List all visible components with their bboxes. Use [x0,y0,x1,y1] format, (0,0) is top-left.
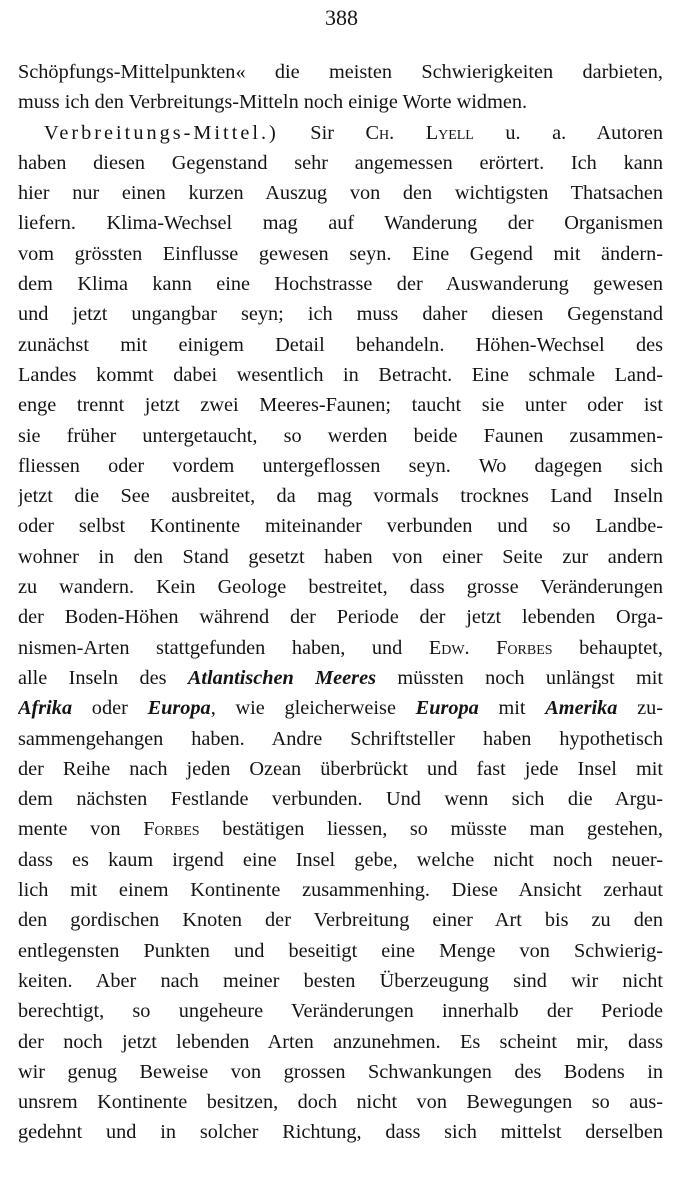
place-name: Europa [415,697,479,720]
author-name: Forbes [143,818,200,841]
text-segment: behauptet, [552,636,663,659]
text-line: zunächst mit einigem Detail behandeln. Höhen-Wechsel des [18,333,663,356]
text-line: Landes kommt dabei wesentlich in Betracht. Eine schmale Land- [18,363,663,386]
text-segment: alle Inseln des [18,666,188,689]
text-line: enge trennt jetzt zwei Meeres-Faunen; taucht sie unter oder ist [18,394,663,417]
text-line [18,693,663,723]
text-line: sie früher untergetaucht, so werden beide Faunen zusammen- [18,424,663,447]
text-segment: mente von [18,818,144,841]
place-name: Atlantischen Meeres [187,666,376,689]
text-line: wir genug Beweise von grossen Schwankungen des Bodens in [18,1060,663,1083]
text-line: keiten. Aber nach meiner besten Überzeugung sind wir nicht [18,969,663,992]
text-segment: u. a. Autoren [473,121,663,144]
text-segment: oder [72,697,148,720]
text-line: unsrem Kontinente besitzen, doch nicht von Bewegungen so aus- [18,1091,663,1114]
place-name: Afrika [18,697,73,720]
text-line: dass es kaum irgend eine Insel gebe, welche nicht noch neuer- [18,848,663,871]
text-line: haben diesen Gegenstand sehr angemessen erörtert. Ich kann [18,151,663,174]
text-segment: bestätigen liessen, so müsste man gestehen, [199,818,663,841]
text-segment: Sir [278,121,366,144]
text-segment: , wie gleicherweise [210,697,416,720]
text-line: Schöpfungs-Mittelpunkten« die meisten Schwierigkeiten darbieten, [18,61,663,83]
text-segment: mit [478,697,546,720]
text-line: liefern. Klima-Wechsel mag auf Wanderung der Organismen [18,212,663,235]
text-line: dem nächsten Festlande verbunden. Und wenn sich die Argu- [18,788,663,811]
text-line: dem Klima kann eine Hochstrasse der Auswanderung gewesen [18,273,663,296]
body-text [18,57,663,1148]
text-line: den gordischen Knoten der Verbreitung einer Art bis zu den [18,909,663,932]
text-line: der Reihe nach jeden Ozean überbrückt und fast jede Insel mit [18,757,663,780]
text-line: der Boden-Höhen während der Periode der jetzt lebenden Orga- [18,606,663,629]
text-line: entlegensten Punkten und beseitigt eine Menge von Schwierig- [18,939,663,962]
text-line [18,814,663,844]
text-segment: nismen-Arten stattgefunden haben, und [18,636,429,659]
text-line: hier nur einen kurzen Auszug von den wichtigsten Thatsachen [18,182,663,205]
text-line: oder selbst Kontinente miteinander verbunden und so Landbe- [18,515,663,538]
text-line: und jetzt ungangbar seyn; ich muss daher diesen Gegenstand [18,303,663,326]
section-heading-line [18,118,663,148]
text-line [18,633,663,663]
text-line: sammengehangen haben. Andre Schriftsteller haben hypothetisch [18,727,663,750]
section-heading: Verbreitungs-Mittel.) [44,121,279,144]
text-line: vom grössten Einflusse gewesen seyn. Eine Gegend mit ändern- [18,242,663,265]
text-segment: müssten noch unlängst mit [375,666,663,689]
text-line: fliessen oder vordem untergeflossen seyn. Wo dagegen sich [18,454,663,477]
text-line: wohner in den Stand gesetzt haben von einer Seite zur andern [18,545,663,568]
author-name: Ch. Lyell [365,121,474,144]
text-line: lich mit einem Kontinente zusammenhing. Diese Ansicht zerhaut [18,879,663,902]
place-name: Amerika [545,697,618,720]
page-number: 388 [325,5,358,30]
text-line: muss ich den Verbreitungs-Mitteln noch einige Worte widmen. [18,91,528,114]
text-line: jetzt die See ausbreitet, da mag vormals trocknes Land Inseln [18,485,663,508]
author-name: Edw. Forbes [428,636,553,659]
text-line: zu wandern. Kein Geologe bestreitet, dass grosse Veränderungen [18,576,663,599]
text-line [18,663,663,693]
text-line: gedehnt und in solcher Richtung, dass sich mittelst derselben [18,1121,663,1144]
text-segment: zu- [617,697,663,720]
text-line: der noch jetzt lebenden Arten anzunehmen. Es scheint mir, dass [18,1030,663,1053]
text-line: berechtigt, so ungeheure Veränderungen innerhalb der Periode [18,1000,663,1023]
place-name: Europa [147,697,211,720]
